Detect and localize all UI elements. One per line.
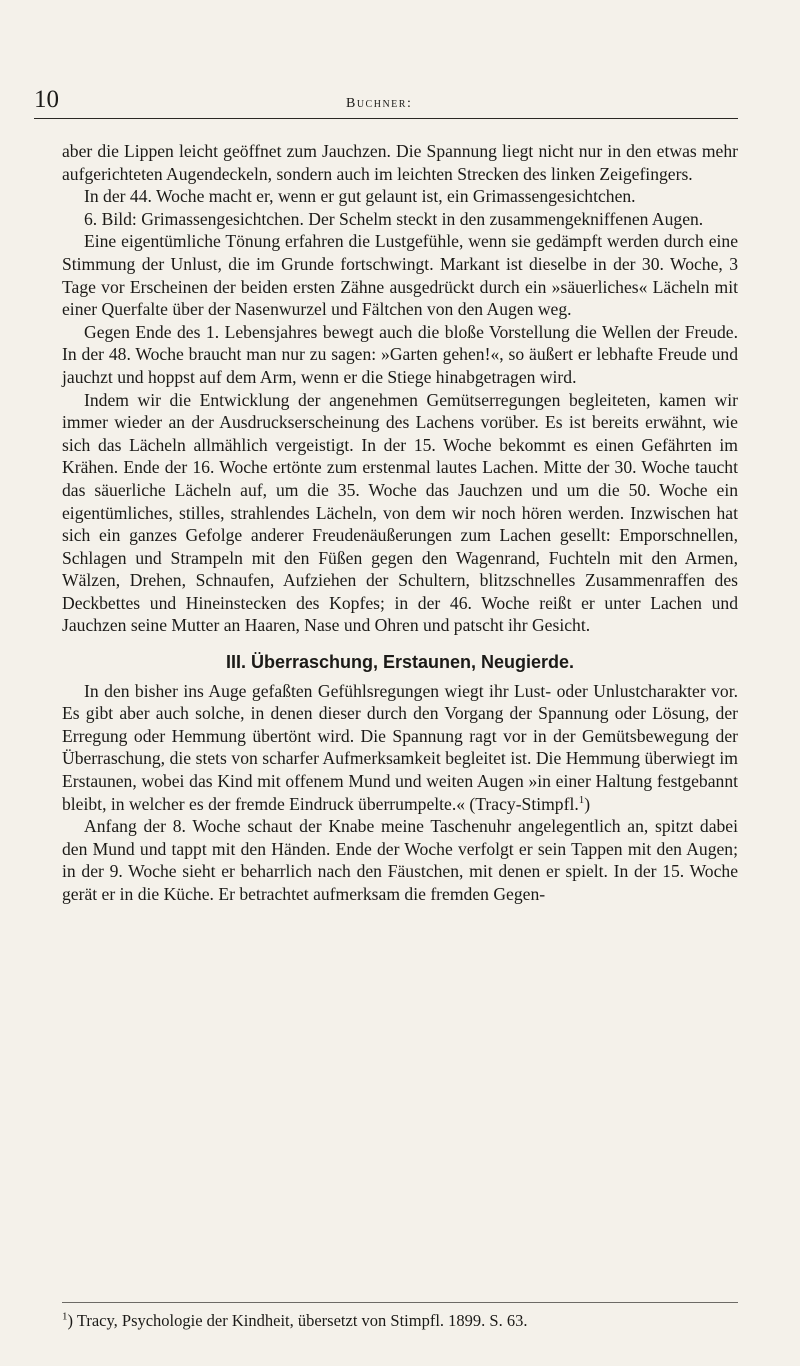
paragraph-text: In den bisher ins Auge gefaßten Gefühlsregungen wiegt ihr Lust- oder Unlustcharakter vor. Es gibt aber auch solche, in denen dieser durch den Vorgang der Spannung oder Lösung, der Erregung oder Hemmung übertönt wird. Die Spannung ragt vor in der Gemütsbewegung der Überraschung, die stets von scharfer Aufmerksamkeit begleitet ist. Die Hemmung überwiegt im Erstaunen, wobei das Kind mit offenem Mund und weiten Augen »in einer Haltung festgebannt bleibt, in welcher es der fremde Eindruck überrumpelte.« (Tracy-Stimpfl. (62, 680, 738, 814)
footnote-text: ) Tracy, Psychologie der Kindheit, übersetzt von Stimpfl. 1899. S. 63. (67, 1311, 528, 1330)
paragraph: aber die Lippen leicht geöffnet zum Jauchzen. Die Spannung liegt nicht nur in den etwas mehr aufgerichteten Augendeckeln, sondern auch im leichten Strecken des linken Zeigefingers. (62, 141, 738, 184)
paragraph: In der 44. Woche macht er, wenn er gut gelaunt ist, ein Grimassengesichtchen. (84, 186, 636, 207)
page-number: 10 (34, 86, 59, 113)
page-header (34, 88, 738, 119)
paragraph (62, 680, 738, 816)
paragraph: Indem wir die Entwicklung der angenehmen Gemütserregungen begleiteten, kamen wir immer wieder an der Ausdruckserscheinung des Lachens vorüber. Es ist bereits erwähnt, wie sich das Lächeln allmählich vergeistigt. In der 15. Woche bekommt es einen Gefährten im Krähen. Ende der 16. Woche ertönte zum erstenmal lautes Lachen. Mitte der 30. Woche taucht das säuerliche Lächeln auf, um die 35. Woche das Jauchzen und um die 50. Woche ein eigentümliches, stilles, strahlendes Lächeln, von dem wir noch hören werden. Inzwischen hat sich ein ganzes Gefolge anderer Freudenäußerungen zum Lachen gesellt: Emporschnellen, Schlagen und Strampeln mit den Füßen gegen den Wagenrand, Fuchteln mit den Armen, Wälzen, Drehen, Schnaufen, Aufziehen der Schultern, blitzschnelles Zusammenraffen des Deckbettes und Hineinstecken des Kopfes; in der 46. Woche reißt er unter Lachen und Jauchzen seine Mutter an Haaren, Nase und Ohren und patscht ihr Gesicht. (62, 389, 738, 636)
paragraph-text-end: ) (584, 793, 591, 814)
section-heading: III. Überraschung, Erstaunen, Neugierde. (225, 652, 575, 673)
paragraph: Gegen Ende des 1. Lebensjahres bewegt auch die bloße Vorstellung die Wellen der Freude. In der 48. Woche braucht man nur zu sagen: »Garten gehen!«, so äußert er lebhafte Freude und jauchzt und hoppst auf dem Arm, wenn er die Stiege hinabgetragen wird. (62, 321, 738, 387)
footnote (62, 1302, 738, 1331)
paragraph: Anfang der 8. Woche schaut der Knabe meine Taschenuhr angelegentlich an, spitzt dabei den Mund und tappt mit den Händen. Ende der Woche verfolgt er sein Tappen mit den Augen; in der 9. Woche sieht er beharrlich nach den Fäustchen, mit denen er spielt. In der 15. Woche gerät er in die Küche. Er betrachtet aufmerksam die fremden Gegen- (62, 816, 738, 904)
paragraph: 6. Bild: Grimassengesichtchen. Der Schelm steckt in den zusammengekniffenen Augen. (84, 208, 704, 229)
footnote-marker: 1 (62, 1310, 68, 1323)
footnote-reference[interactable]: 1 (578, 793, 585, 806)
main-text (62, 140, 738, 906)
running-head: Buchner: (346, 96, 413, 111)
paragraph: Eine eigentümliche Tönung erfahren die Lustgefühle, wenn sie gedämpft werden durch eine Stimmung der Unlust, die im Grunde fortschwingt. Markant ist dieselbe in der 30. Woche, 3 Tage vor Erscheinen der beiden ersten Zähne ausgedrückt durch ein »säuerliches« Lächeln mit einer Querfalte über der Nasenwurzel und Fältchen von den Augen weg. (62, 231, 738, 320)
